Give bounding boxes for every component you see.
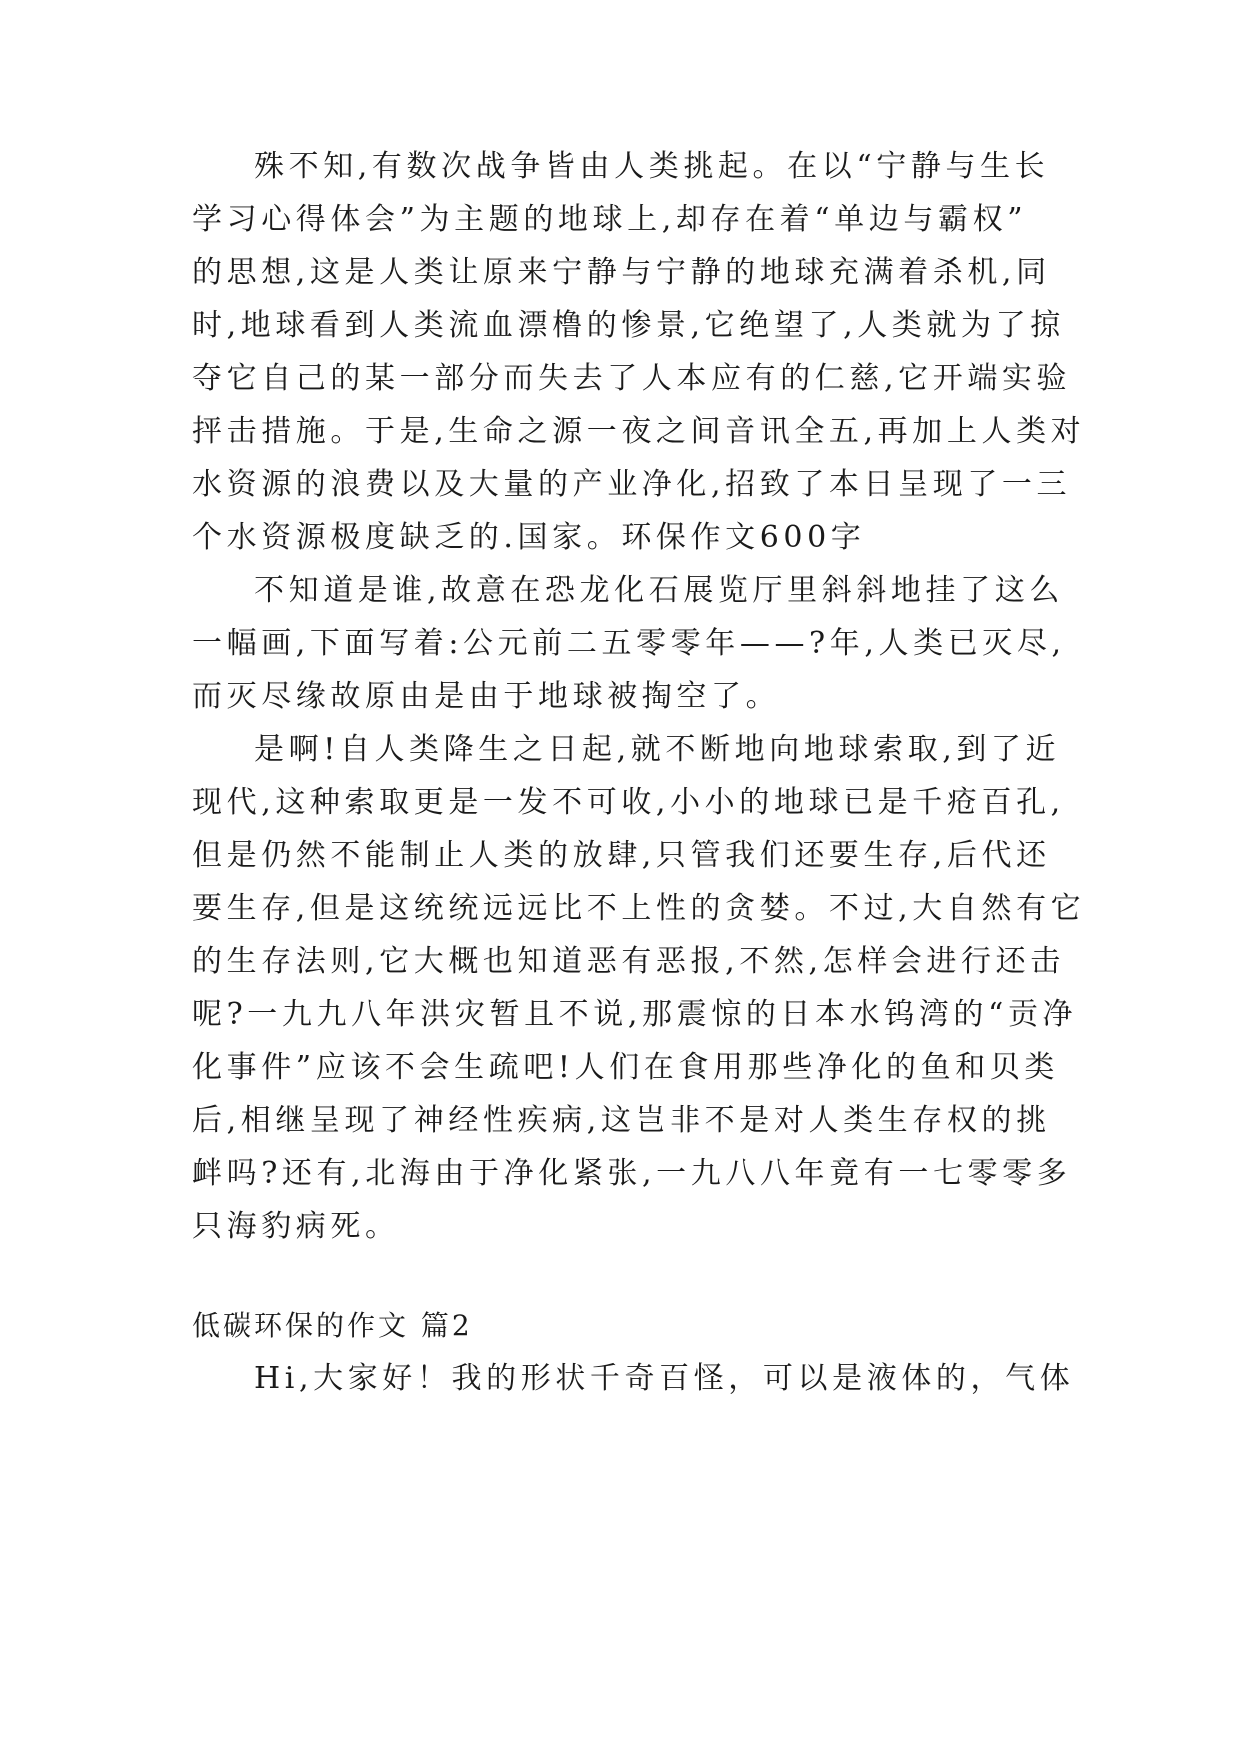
text-line: 是啊!自人类降生之日起,就不断地向地球索取,到了近: [254, 732, 1061, 767]
text-line: 时,地球看到人类流血漂橹的惨景,它绝望了,人类就为了掠: [192, 308, 1065, 343]
text-line: 的生存法则,它大概也知道恶有恶报,不然,怎样会进行还击: [192, 944, 1065, 979]
section-heading: 低碳环保的作文 篇2: [192, 1309, 473, 1342]
text-line: Hi,大家好！我的形状千奇百怪，可以是液体的，气体: [254, 1361, 1075, 1396]
text-line: 现代,这种索取更是一发不可收,小小的地球已是千疮百孔,: [192, 785, 1065, 820]
text-line: 后,相继呈现了神经性疾病,这岂非不是对人类生存权的挑: [192, 1103, 1051, 1138]
text-line: 衅吗?还有,北海由于净化紧张,一九八八年竟有一七零零多: [192, 1156, 1072, 1191]
text-line: 殊不知,有数次战争皆由人类挑起。在以“宁静与生长: [254, 149, 1050, 184]
text-line: 一幅画,下面写着:公元前二五零零年——?年,人类已灭尽,: [192, 626, 1066, 661]
text-line: 但是仍然不能制止人类的放肆,只管我们还要生存,后代还: [192, 838, 1051, 873]
text-line: 个水资源极度缺乏的.国家。环保作文600字: [192, 520, 866, 555]
text-line: 化事件”应该不会生疏吧!人们在食用那些净化的鱼和贝类: [192, 1050, 1059, 1085]
text-line: 水资源的浪费以及大量的产业净化,招致了本日呈现了一三: [192, 467, 1072, 502]
text-line: 夺它自己的某一部分而失去了人本应有的仁慈,它开端实验: [192, 361, 1072, 396]
text-line: 而灭尽缘故原由是由于地球被掏空了。: [192, 679, 781, 714]
text-line: 不知道是谁,故意在恐龙化石展览厅里斜斜地挂了这么: [254, 573, 1064, 608]
text-line: 只海豹病死。: [192, 1209, 400, 1244]
text-line: 呢?一九九八年洪灾暂且不说,那震惊的日本水钨湾的“贡净: [192, 997, 1078, 1032]
text-line: 学习心得体会”为主题的地球上,却存在着“单边与霸权”: [192, 202, 1028, 237]
text-line: 要生存,但是这统统远远比不上性的贪婪。不过,大自然有它: [192, 891, 1086, 926]
text-line: 抨击措施。于是,生命之源一夜之间音讯全五,再加上人类对: [192, 414, 1086, 449]
text-line: 的思想,这是人类让原来宁静与宁静的地球充满着杀机,同: [192, 255, 1051, 290]
